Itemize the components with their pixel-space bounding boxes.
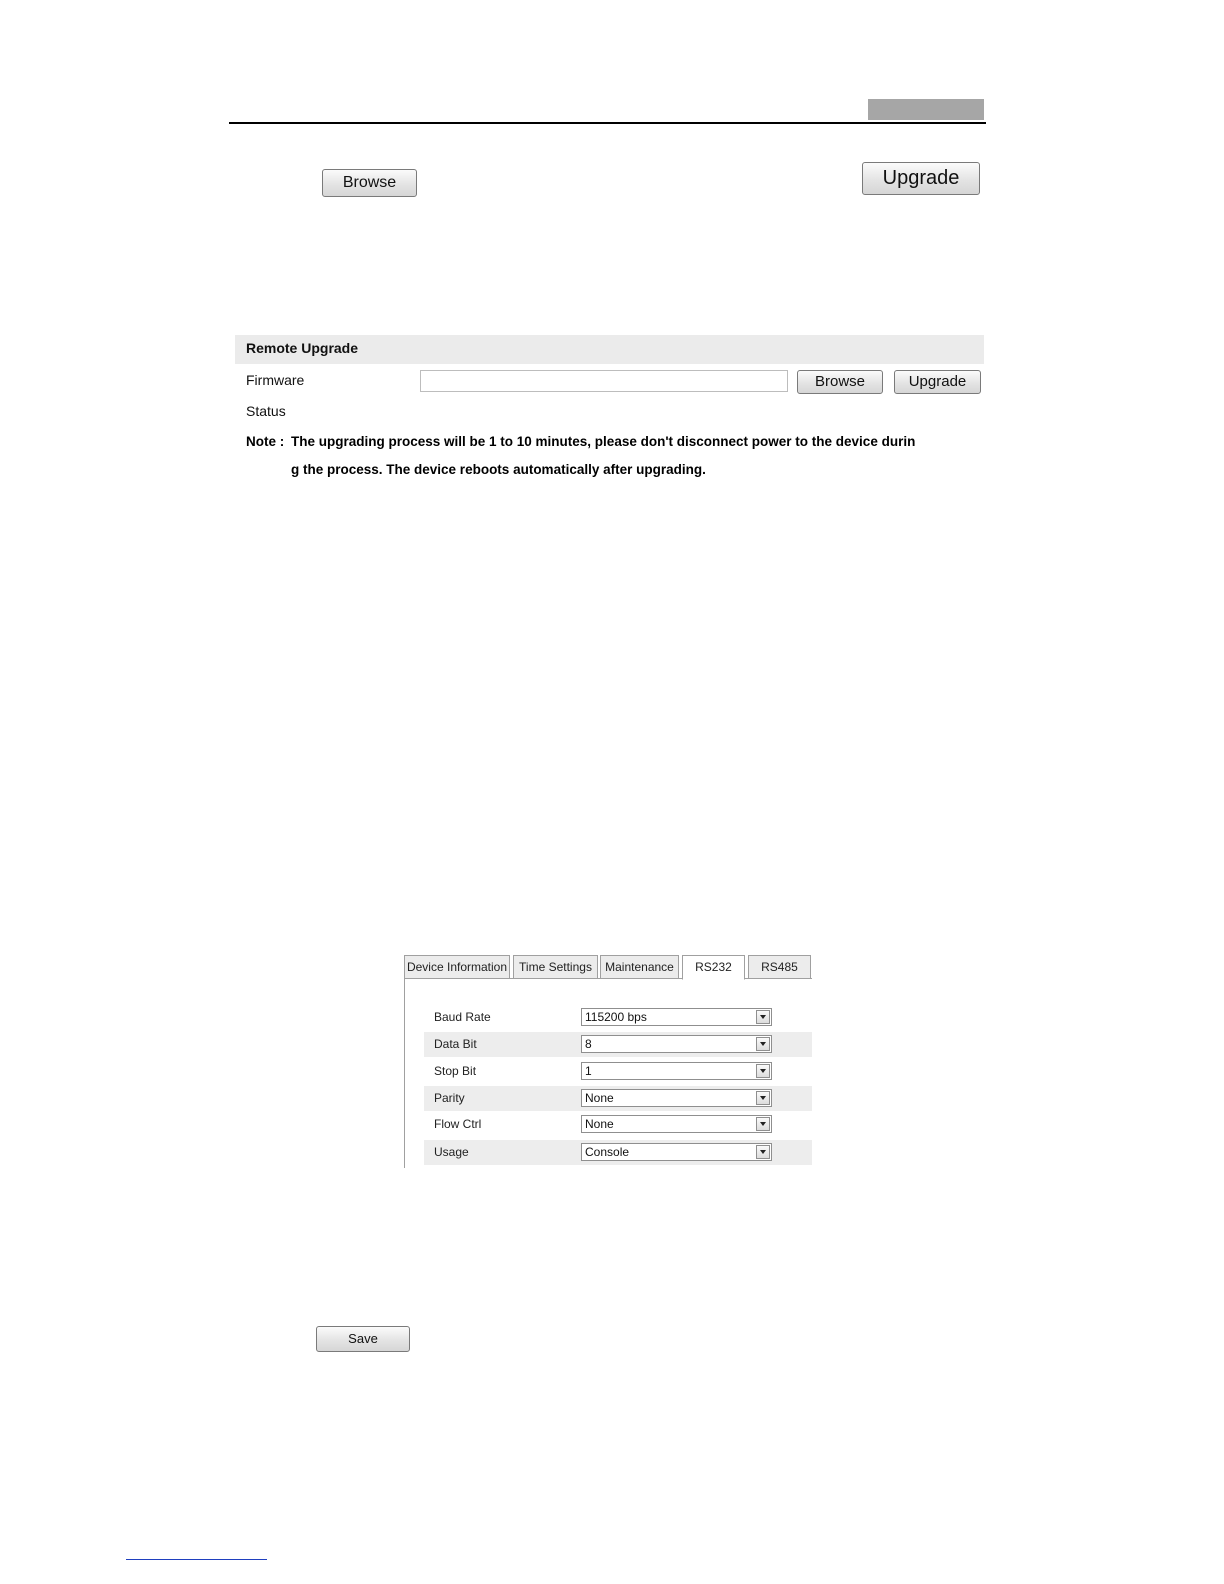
upgrade-button-illustration[interactable]: Upgrade	[862, 162, 980, 195]
tab-time-settings[interactable]: Time Settings	[513, 955, 598, 979]
setting-row-data-bit	[424, 1032, 812, 1057]
stop-bit-value: 1	[585, 1064, 592, 1078]
setting-row-stop-bit	[424, 1059, 812, 1084]
parity-value: None	[585, 1091, 614, 1105]
tab-maintenance[interactable]: Maintenance	[600, 955, 679, 979]
usage-value: Console	[585, 1145, 630, 1159]
usage-select[interactable]	[581, 1143, 772, 1161]
tab-rs485[interactable]: RS485	[748, 955, 811, 979]
dropdown-arrow-icon[interactable]	[756, 1117, 770, 1131]
panel-border	[404, 979, 405, 1168]
firmware-browse-button[interactable]: Browse	[797, 370, 883, 394]
note-prefix: Note :	[246, 434, 285, 449]
parity-label: Parity	[434, 1091, 465, 1105]
footer-link-underline[interactable]	[126, 1559, 267, 1560]
baud-rate-select[interactable]	[581, 1008, 772, 1026]
stop-bit-label: Stop Bit	[434, 1064, 477, 1078]
dropdown-arrow-icon[interactable]	[756, 1091, 770, 1105]
setting-row-baud-rate	[424, 1005, 812, 1030]
flow-ctrl-value: None	[585, 1117, 614, 1131]
dropdown-arrow-icon[interactable]	[756, 1145, 770, 1159]
data-bit-label: Data Bit	[434, 1037, 477, 1051]
data-bit-value: 8	[585, 1037, 592, 1051]
save-button[interactable]: Save	[316, 1326, 410, 1352]
flow-ctrl-select[interactable]	[581, 1115, 772, 1133]
setting-row-parity	[424, 1086, 812, 1111]
stop-bit-select[interactable]	[581, 1062, 772, 1080]
tab-rs232[interactable]: RS232	[682, 955, 745, 980]
note-text-line-1: The upgrading process will be 1 to 10 minutes, please don't disconnect power to the device durin	[291, 434, 916, 449]
status-label: Status	[246, 403, 286, 419]
firmware-upgrade-button[interactable]: Upgrade	[894, 370, 981, 394]
usage-label: Usage	[434, 1145, 469, 1159]
browse-button-illustration[interactable]: Browse	[322, 169, 417, 197]
setting-row-flow-ctrl	[424, 1112, 812, 1137]
baud-rate-value: 115200 bps	[585, 1010, 647, 1024]
firmware-path-input[interactable]	[420, 370, 788, 392]
tab-device-information[interactable]: Device Information	[404, 955, 510, 979]
parity-select[interactable]	[581, 1089, 772, 1107]
setting-row-usage	[424, 1140, 812, 1165]
note-text-line-2: g the process. The device reboots automatically after upgrading.	[291, 462, 706, 477]
firmware-label: Firmware	[246, 372, 305, 388]
data-bit-select[interactable]	[581, 1035, 772, 1053]
flow-ctrl-label: Flow Ctrl	[434, 1117, 482, 1131]
header-tab-marker	[868, 99, 984, 120]
baud-rate-label: Baud Rate	[434, 1010, 491, 1024]
dropdown-arrow-icon[interactable]	[756, 1037, 770, 1051]
dropdown-arrow-icon[interactable]	[756, 1064, 770, 1078]
remote-upgrade-title: Remote Upgrade	[246, 340, 359, 356]
dropdown-arrow-icon[interactable]	[756, 1010, 770, 1024]
header-rule	[229, 122, 986, 124]
